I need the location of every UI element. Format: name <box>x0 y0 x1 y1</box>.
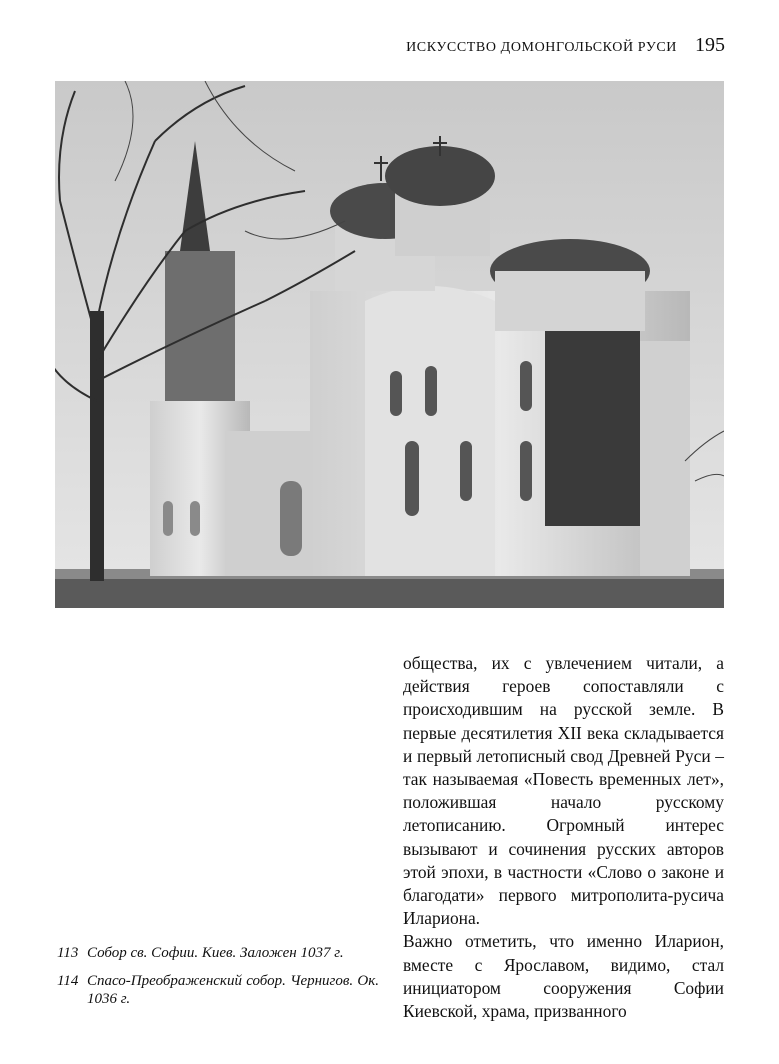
caption-text: Спасо-Преображенский собор. Чернигов. Ок. 1036 г. <box>87 973 379 1007</box>
running-title: ИСКУССТВО ДОМОНГОЛЬСКОЙ РУСИ <box>406 40 677 55</box>
caption-114 <box>57 972 379 1008</box>
caption-number: 114 <box>57 973 79 989</box>
running-head <box>406 34 725 57</box>
paragraph-1: общества, их с увлечением читали, а действия героев сопоставляли с происходившим на русской земле. В первые десятилетия XII века складывается и первый летописный свод Древней Руси – так называемая «Повесть временных лет», положившая начало русскому летописанию. Огромный интерес вызывают и сочинения русских авторов этой эпохи, в частности «Слово о законе и благодати» первого митрополита-русича Илариона. <box>403 653 724 929</box>
page-number: 195 <box>695 34 725 56</box>
body-text <box>403 652 724 1023</box>
cathedral-photo-icon <box>55 81 724 608</box>
cathedral-photo <box>55 81 724 608</box>
caption-text: Собор св. Софии. Киев. Заложен 1037 г. <box>87 945 344 961</box>
caption-113 <box>57 944 379 962</box>
paragraph-2: Важно отметить, что именно Иларион, вместе с Ярославом, видимо, стал инициатором сооружения Софии Киевской, храма, призванного <box>403 931 724 1022</box>
figure-captions <box>57 944 379 1018</box>
caption-number: 113 <box>57 945 79 961</box>
